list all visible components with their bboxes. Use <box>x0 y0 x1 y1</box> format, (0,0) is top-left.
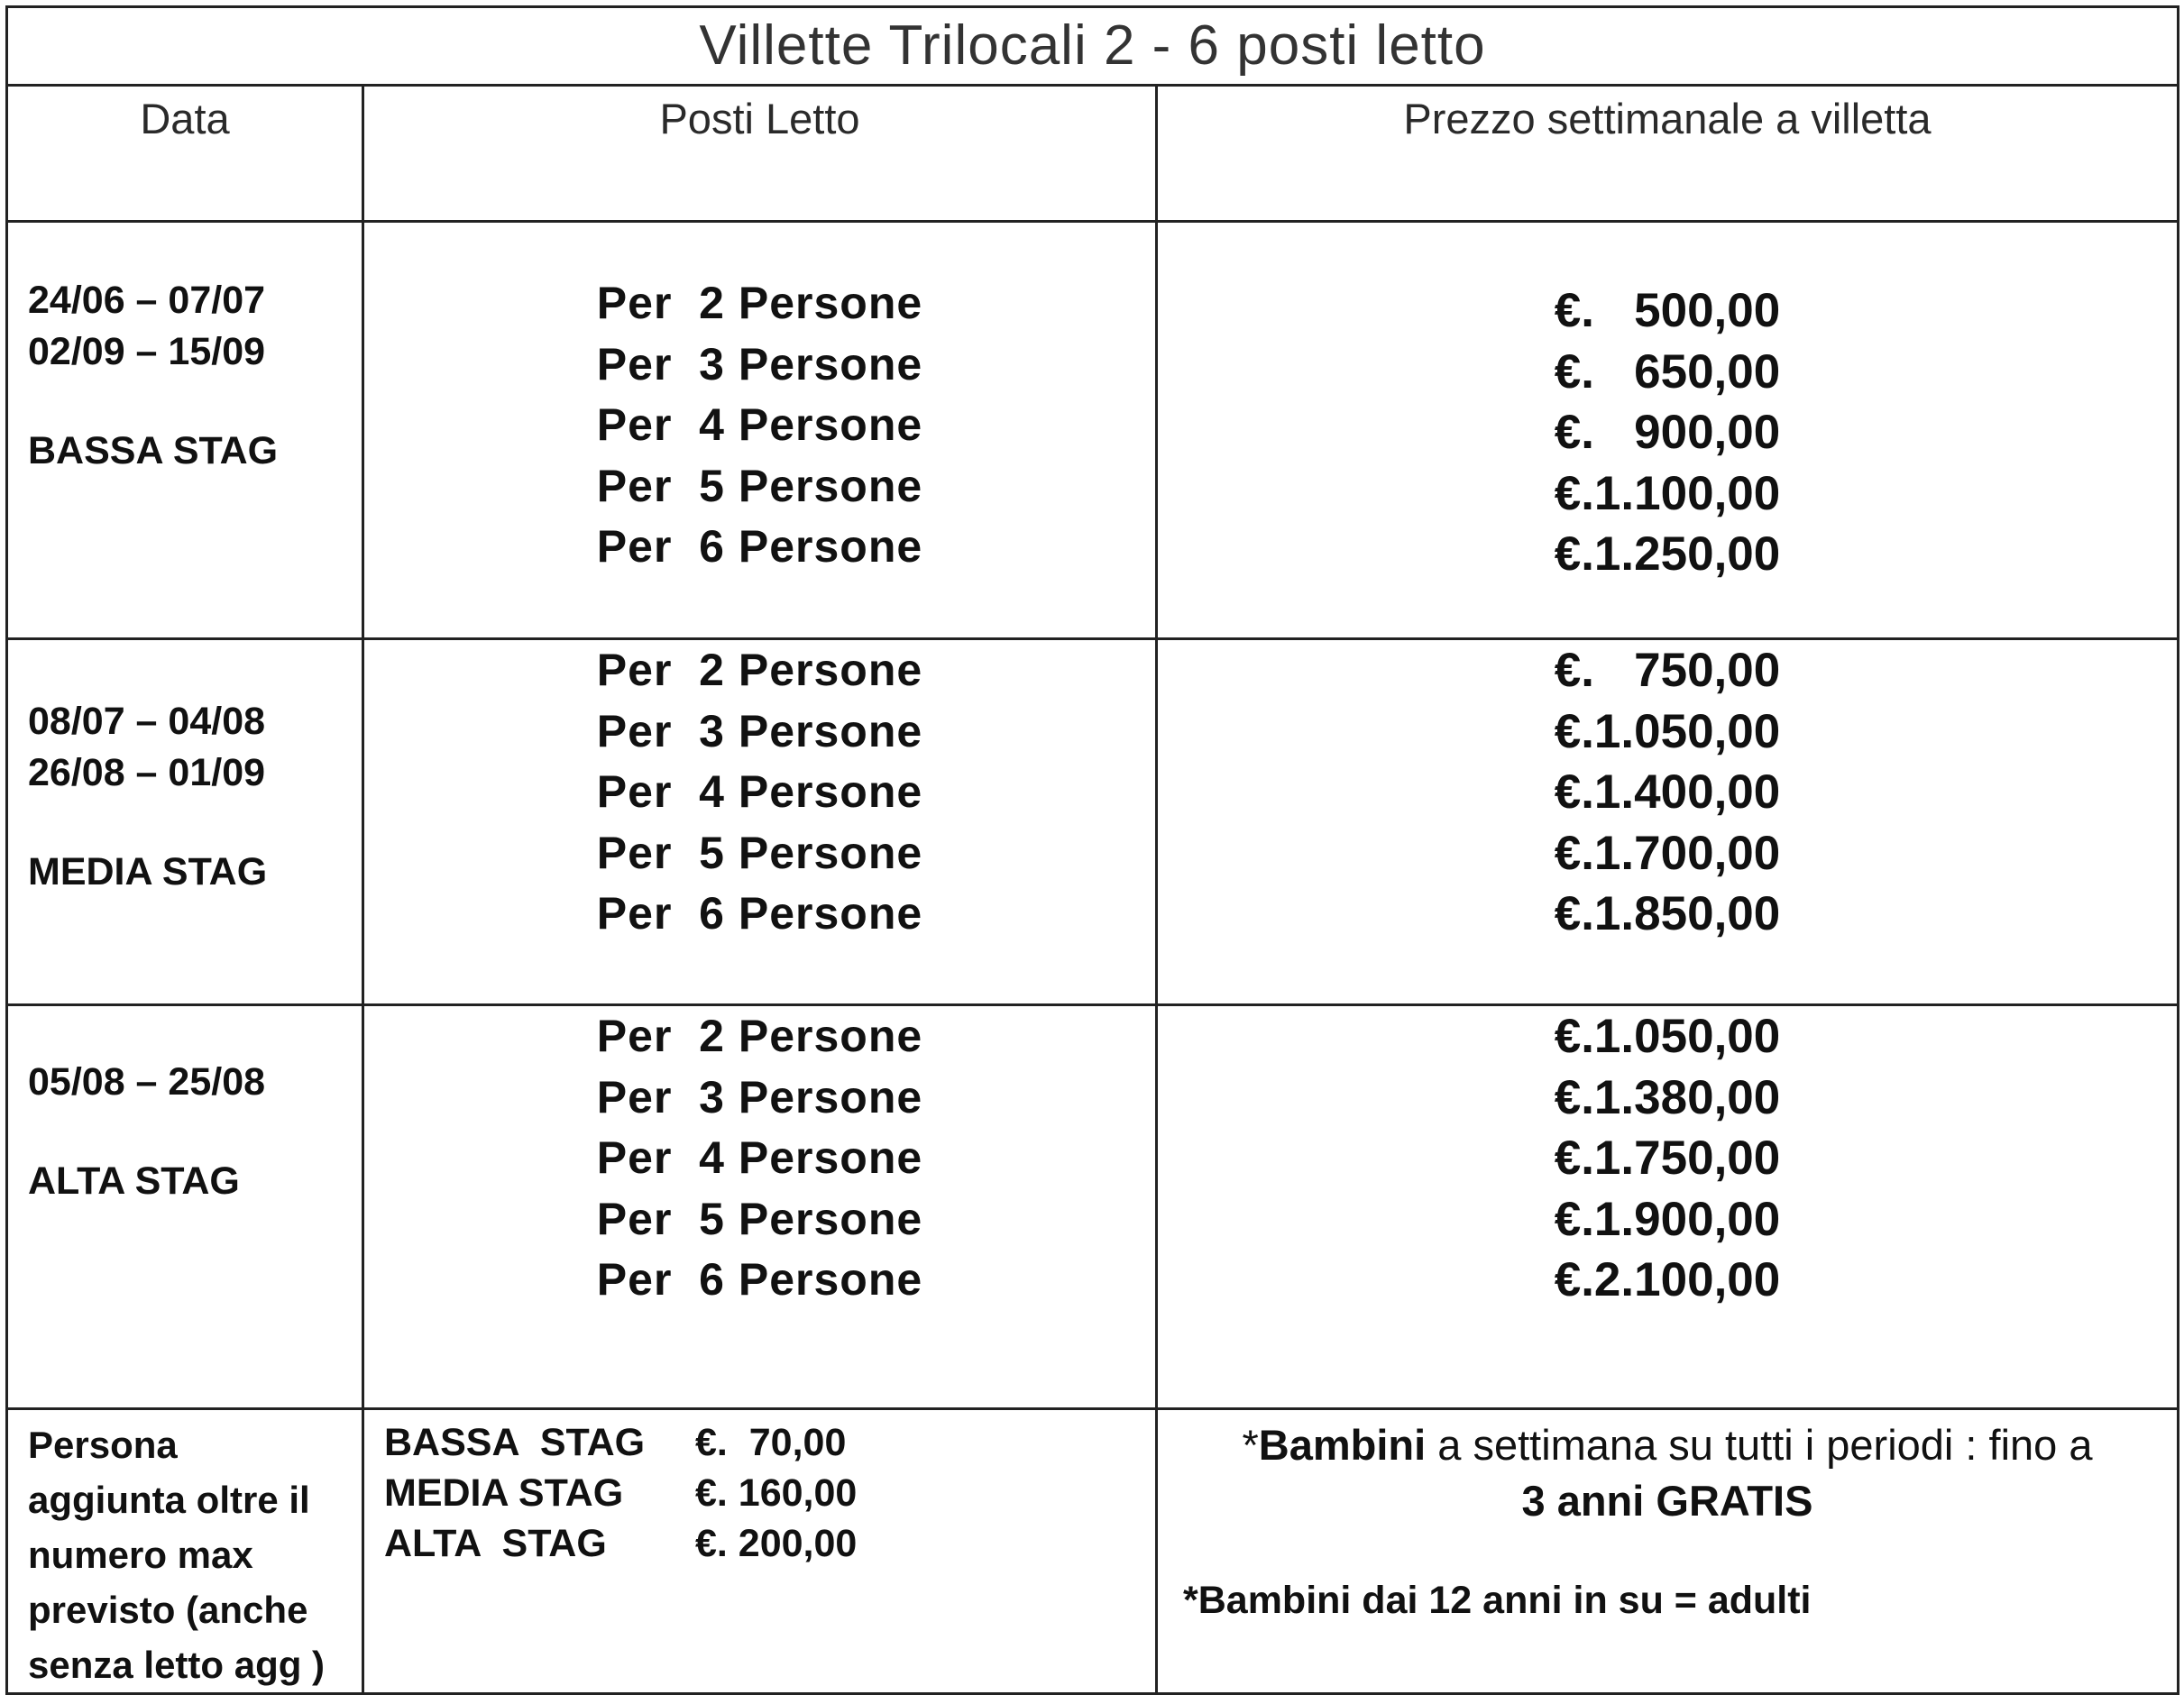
extra-rate-row <box>384 1417 1155 1468</box>
extra-rate-season: BASSA STAG <box>384 1421 646 1464</box>
extra-label-line: aggiunta oltre il <box>28 1479 310 1521</box>
price-item: €. 900,00 <box>1554 406 1781 459</box>
price-item: €.1.380,00 <box>1554 1070 1781 1124</box>
note1-free: 3 anni GRATIS <box>1521 1477 1813 1525</box>
extra-label-line: previsto (anche <box>28 1589 308 1631</box>
extra-rate-value: €. 70,00 <box>695 1421 847 1464</box>
price-item: €.1.050,00 <box>1554 1010 1781 1063</box>
season-row-bassa <box>7 222 2179 639</box>
persons-item: Per 5 Persone <box>596 827 923 878</box>
persons-item: Per 2 Persone <box>596 645 923 695</box>
extra-row <box>7 1409 2179 1694</box>
prices-list <box>1157 1005 2179 1409</box>
extra-rate-row <box>384 1468 1155 1518</box>
price-table <box>5 5 2179 1695</box>
price-item: €. 750,00 <box>1554 644 1781 697</box>
header-date: Data <box>7 86 363 222</box>
price-item: €.1.850,00 <box>1554 887 1781 940</box>
price-item: €.1.900,00 <box>1554 1192 1781 1246</box>
season-label: BASSA STAG <box>28 429 279 472</box>
price-item: €.2.100,00 <box>1554 1253 1781 1306</box>
persons-list <box>363 1005 1157 1409</box>
extra-rate-season: MEDIA STAG <box>384 1471 624 1515</box>
header-price: Prezzo settimanale a villetta <box>1157 86 2179 222</box>
persons-item: Per 2 Persone <box>596 278 923 328</box>
extra-label-line: Persona <box>28 1424 178 1466</box>
prices-list <box>1157 222 2179 639</box>
persons-item: Per 6 Persone <box>596 1254 923 1305</box>
season-dates <box>7 639 363 1005</box>
extra-label-line: numero max <box>28 1534 253 1576</box>
price-item: €.1.700,00 <box>1554 826 1781 880</box>
extra-rate-value: €. 200,00 <box>695 1522 858 1565</box>
note1-bold: Bambini <box>1258 1421 1427 1469</box>
prices-list <box>1157 639 2179 1005</box>
price-item: €. 500,00 <box>1554 284 1781 337</box>
header-beds: Posti Letto <box>363 86 1157 222</box>
date-range: 08/07 – 04/08 <box>28 700 266 743</box>
date-range: 26/08 – 01/09 <box>28 751 266 794</box>
extra-rate-season: ALTA STAG <box>384 1522 607 1565</box>
persons-item: Per 4 Persone <box>596 766 923 817</box>
persons-list <box>363 222 1157 639</box>
price-item: €. 650,00 <box>1554 344 1781 399</box>
season-dates <box>7 222 363 639</box>
persons-item: Per 3 Persone <box>596 338 923 389</box>
persons-item: Per 2 Persone <box>596 1011 923 1061</box>
children-note-2: *Bambini dai 12 anni in su = adulti <box>1183 1579 1812 1622</box>
children-notes <box>1157 1409 2179 1694</box>
price-item: €.1.750,00 <box>1554 1132 1781 1185</box>
note1-prefix: * <box>1242 1421 1259 1469</box>
note1-rest: a settimana su tutti i periodi : fino a <box>1426 1421 2093 1469</box>
season-label: ALTA STAG <box>28 1159 240 1203</box>
extra-rates <box>363 1409 1157 1694</box>
date-range: 02/09 – 15/09 <box>28 330 266 373</box>
header-row <box>7 86 2179 222</box>
extra-person-label <box>7 1409 363 1694</box>
children-note-1-line2 <box>1158 1473 2177 1529</box>
persons-item: Per 6 Persone <box>596 888 923 939</box>
extra-label-line: senza letto agg ) <box>28 1644 326 1686</box>
persons-item: Per 6 Persone <box>596 521 923 572</box>
children-note-1 <box>1158 1417 2177 1473</box>
season-row-alta <box>7 1005 2179 1409</box>
date-range: 24/06 – 07/07 <box>28 279 266 322</box>
persons-item: Per 5 Persone <box>596 460 923 511</box>
price-item: €.1.250,00 <box>1554 527 1781 581</box>
price-item: €.1.050,00 <box>1554 704 1781 758</box>
date-range: 05/08 – 25/08 <box>28 1060 266 1104</box>
persons-item: Per 3 Persone <box>596 1071 923 1122</box>
title-row <box>7 7 2179 86</box>
price-item: €.1.100,00 <box>1554 466 1781 520</box>
season-dates <box>7 1005 363 1409</box>
extra-rate-value: €. 160,00 <box>695 1471 858 1515</box>
persons-list <box>363 639 1157 1005</box>
extra-rate-row <box>384 1518 1155 1569</box>
price-item: €.1.400,00 <box>1554 765 1781 819</box>
persons-item: Per 4 Persone <box>596 1132 923 1183</box>
persons-item: Per 5 Persone <box>596 1193 923 1244</box>
persons-item: Per 4 Persone <box>596 399 923 450</box>
season-label: MEDIA STAG <box>28 850 268 893</box>
table-title: Villette Trilocali 2 - 6 posti letto <box>7 7 2179 86</box>
persons-item: Per 3 Persone <box>596 705 923 756</box>
season-row-media <box>7 639 2179 1005</box>
